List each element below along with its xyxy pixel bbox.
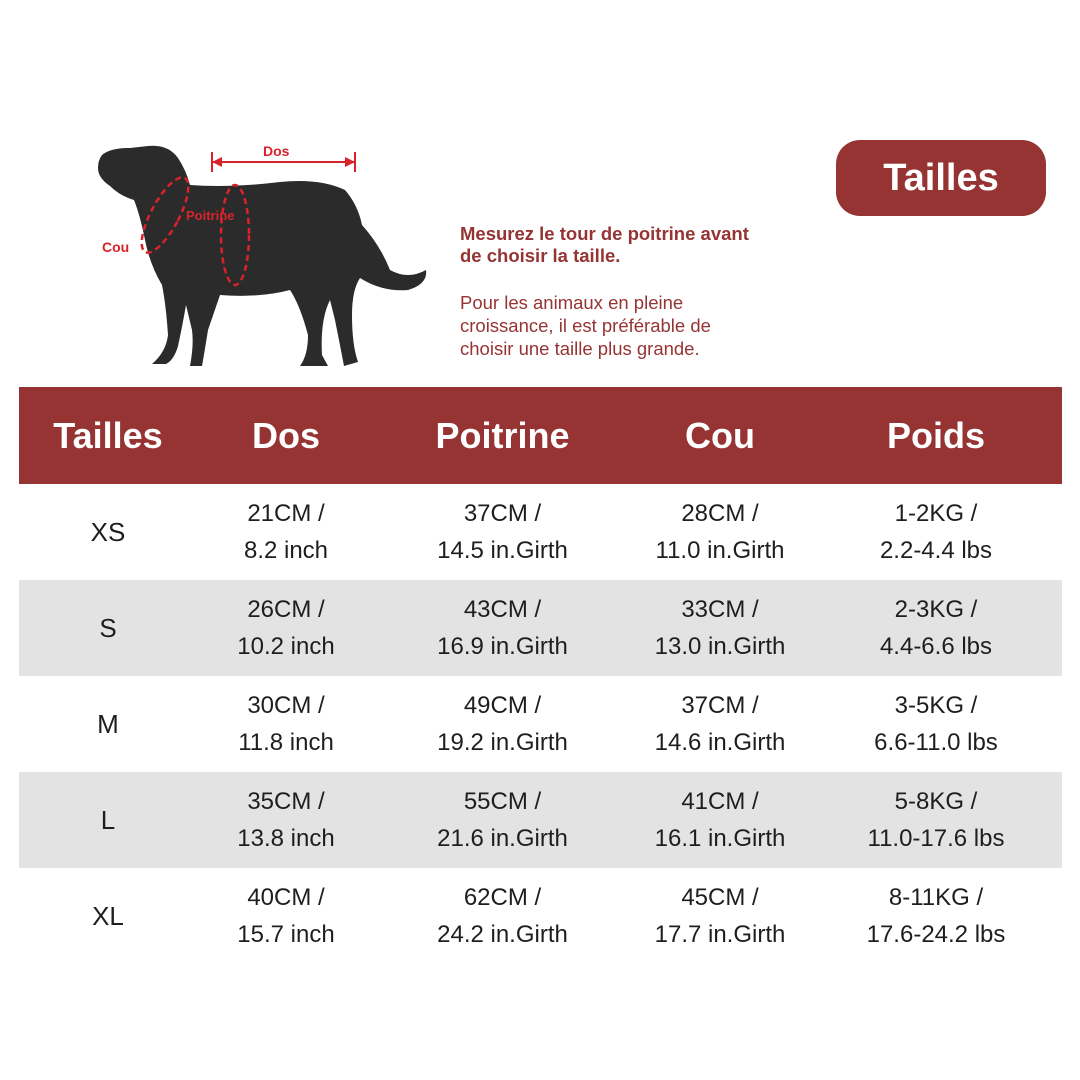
table-row <box>19 676 1062 772</box>
cell-line: 28CM / <box>681 500 759 527</box>
header-poitrine: Poitrine <box>435 414 570 456</box>
poids-cell <box>810 676 1062 772</box>
cell-line: 49CM / <box>463 692 542 719</box>
header-tailles: Tailles <box>53 414 163 456</box>
poids-cell <box>810 580 1062 676</box>
dos-label: Dos <box>263 143 290 159</box>
header-cou: Cou <box>685 414 755 456</box>
cell-line: 8-11KG / <box>888 884 984 911</box>
cell-line: 40CM / <box>247 884 325 911</box>
dos-cell <box>197 484 375 580</box>
poids-cell <box>810 484 1062 580</box>
cell-line: 11.0 in.Girth <box>655 537 785 564</box>
table-row <box>19 484 1062 580</box>
cell-line: 15.7 inch <box>237 921 335 948</box>
size-cell: L <box>19 772 197 868</box>
tailles-badge: Tailles <box>836 140 1046 216</box>
dos-cell <box>197 676 375 772</box>
poitrine-cell <box>375 772 630 868</box>
size-cell: XL <box>92 900 124 931</box>
cell-line: 6.6-11.0 lbs <box>874 729 998 756</box>
cell-line: 2-3KG / <box>894 596 978 623</box>
note-line: croissance, il est préférable de <box>460 315 711 336</box>
cell-line: 37CM / <box>463 500 542 527</box>
cell-line: 13.0 in.Girth <box>654 633 786 660</box>
header-poids: Poids <box>886 414 985 456</box>
dos-cell <box>197 580 375 676</box>
cou-cell <box>630 676 810 772</box>
growth-note <box>460 291 780 360</box>
note-line: Pour les animaux en pleine <box>460 292 684 313</box>
cell-line: 16.9 in.Girth <box>437 633 568 660</box>
size-cell: XS <box>90 516 126 547</box>
instruction-line: Mesurez le tour de poitrine avant <box>460 223 749 244</box>
poitrine-cell <box>375 484 630 580</box>
poitrine-cell <box>375 580 630 676</box>
table-header-row <box>19 387 1062 484</box>
cell-line: 26CM / <box>247 596 325 623</box>
cell-line: 5-8KG / <box>894 788 978 815</box>
poitrine-cell <box>375 676 630 772</box>
cell-line: 24.2 in.Girth <box>437 921 568 948</box>
cell-line: 17.7 in.Girth <box>654 921 786 948</box>
cell-line: 33CM / <box>681 596 759 623</box>
cell-line: 55CM / <box>463 788 542 815</box>
cell-line: 45CM / <box>681 884 759 911</box>
header-dos: Dos <box>251 414 320 456</box>
dos-cell <box>197 772 375 868</box>
table-row <box>19 580 1062 676</box>
cell-line: 21.6 in.Girth <box>437 825 568 852</box>
cell-line: 62CM / <box>463 884 542 911</box>
cell-line: 1-2KG / <box>894 500 978 527</box>
instruction-line: de choisir la taille. <box>460 245 621 266</box>
table-row <box>19 868 1062 964</box>
poids-cell <box>810 772 1062 868</box>
cell-line: 2.2-4.4 lbs <box>879 537 993 564</box>
table-row <box>19 772 1062 868</box>
cell-line: 13.8 inch <box>237 825 335 852</box>
size-cell: S <box>19 580 197 676</box>
cell-line: 10.2 inch <box>237 633 335 660</box>
cell-line: 16.1 in.Girth <box>654 825 786 852</box>
cell-line: 14.5 in.Girth <box>437 537 568 564</box>
cell-line: 35CM / <box>247 788 325 815</box>
measure-instruction <box>460 223 820 267</box>
cell-line: 19.2 in.Girth <box>437 729 568 756</box>
dog-body-shape <box>98 146 426 366</box>
note-line: choisir une taille plus grande. <box>460 338 700 359</box>
dos-cell <box>197 868 375 964</box>
cell-line: 11.0-17.6 lbs <box>867 825 1005 852</box>
poitrine-label: Poitrine <box>186 208 235 223</box>
cell-line: 4.4-6.6 lbs <box>879 633 993 660</box>
cou-label: Cou <box>102 239 130 255</box>
poids-cell <box>810 868 1062 964</box>
cell-line: 14.6 in.Girth <box>654 729 786 756</box>
cell-line: 21CM / <box>247 500 325 527</box>
size-chart-table <box>19 387 1062 964</box>
cell-line: 3-5KG / <box>894 692 978 719</box>
dog-measurement-diagram <box>90 130 440 375</box>
cell-line: 8.2 inch <box>243 537 329 564</box>
size-cell: M <box>97 708 119 739</box>
cell-line: 11.8 inch <box>238 729 334 756</box>
cou-cell <box>630 868 810 964</box>
cell-line: 37CM / <box>681 692 759 719</box>
cell-line: 30CM / <box>247 692 325 719</box>
cell-line: 43CM / <box>463 596 542 623</box>
cou-cell <box>630 580 810 676</box>
cou-cell <box>630 484 810 580</box>
cou-cell <box>630 772 810 868</box>
poitrine-cell <box>375 868 630 964</box>
dog-silhouette-icon <box>90 130 440 375</box>
cell-line: 41CM / <box>681 788 759 815</box>
cell-line: 17.6-24.2 lbs <box>866 921 1006 948</box>
